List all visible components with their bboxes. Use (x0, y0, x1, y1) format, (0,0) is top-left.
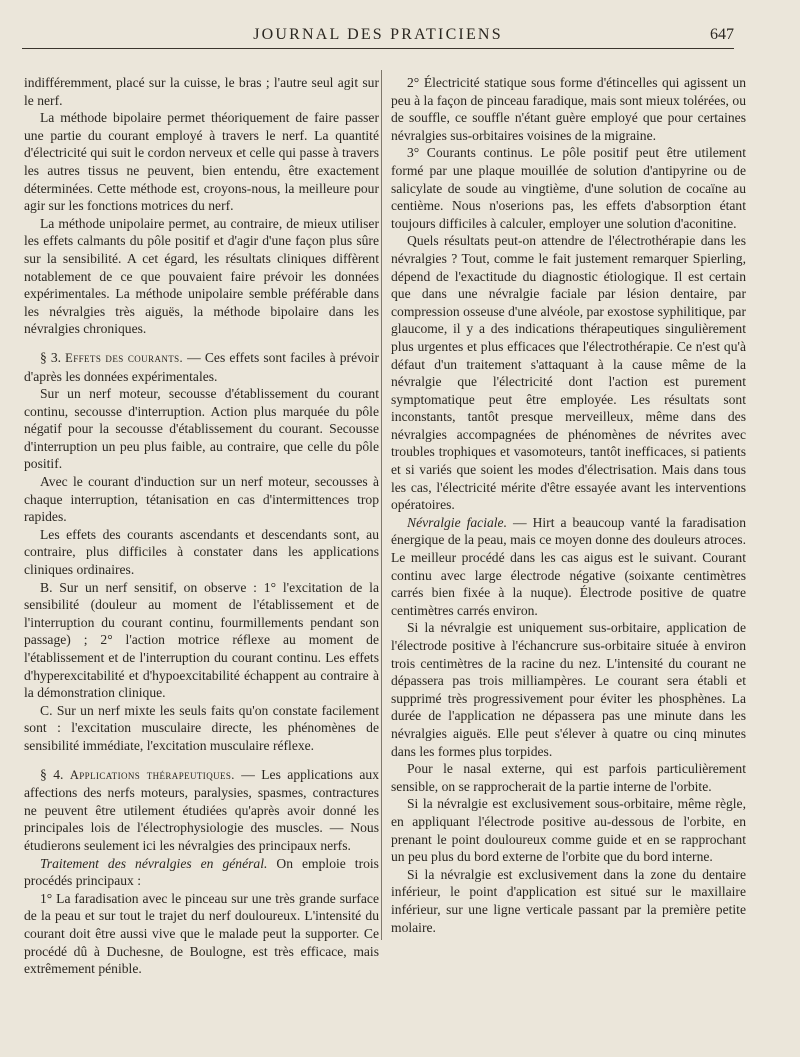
running-header (22, 22, 734, 49)
paragraph-text: On emploie trois procédés principaux : (24, 855, 379, 889)
paragraph: B. Sur un nerf sensitif, on observe : 1° l'excitation de la sensibilité (douleur au moment de l'établissement et de l'interruption du courant continu, fourmillements pendant son passage) ; 2° l'action motrice réflexe au moment de l'établissement et de l'interruption du courant continu. Les effets d'hyperexcitabilité et d'hypoexcitabilité échappent au contraire à la démonstration clinique. (24, 579, 379, 701)
section-number: § 3. (40, 349, 62, 365)
section-text: — Ces effets sont faciles à prévoir d'après les données expérimentales. (24, 349, 380, 384)
italic-heading: Névralgie faciale. (407, 514, 507, 530)
italic-heading: Traitement des névralgies en général. (40, 855, 268, 871)
paragraph: Si la névralgie est exclusivement dans la zone du dentaire inférieur, le point d'application est situé sur le maxillaire inférieur, sur une ligne verticale passant par la première petite molaire. (391, 866, 746, 935)
paragraph: Quels résultats peut-on attendre de l'électrothérapie dans les névralgies ? Tout, comme le fait justement remarquer Spierling, dépend de l'exactitude du diagnostic étiologique. Il est certain que dans une névralgie faciale par lésion dentaire, par compression osseuse d'une alvéole, par exostose syphilitique, par glaucome, il y a des indications thérapeutiques singulièrement plus urgentes et plus efficaces que l'électrothérapie. Ce n'est qu'à défaut d'un traitement s'attaquant à la cause même de la névralgie que l'électricité dont l'action est purement symptomatique peut être employée. Les résultats sont inconstants, tantôt presque merveilleux, même dans des névralgies accompagnées de phénomènes de névrites avec troubles trophiques et vasomoteurs, tantôt inefficaces, si patients et si variés que soient les modes d'électrisation. Mais dans tous les cas, l'électricité mérite d'être essayée avant les interventions opératoires. (391, 233, 746, 513)
paragraph: La méthode bipolaire permet théoriquement de faire passer une partie du courant employé à travers le nerf. La quantité d'électricité qui suit le cordon nerveux et celle qui passe à travers les autres tissus ne peuvent, bien entendu, être exactement déterminées. Cette méthode est, croyons-nous, la meilleure pour agir sur les fonctions motrices du nerf. (24, 110, 379, 214)
section-heading: Effets des courants. (65, 350, 184, 365)
right-column (391, 74, 746, 936)
paragraph: 1° La faradisation avec le pinceau sur une très grande surface de la peau et sur tout le trajet du nerf douloureux. L'intensité du courant doit être aussi vive que le malade peut la supporter. Ce procédé dû à Duchesne, de Boulogne, est très efficace, mais extrêmement pénible. (24, 890, 379, 977)
paragraph: 3° Courants continus. Le pôle positif peut être utilement formé par une plaque mouillée de solution d'antipyrine ou de salicylate de soude au vingtième, d'une solution de cocaïne au centième. Nous n'oserions pas, les effets d'absorption étant toujours difficiles à calculer, employer une solution d'aconitine. (391, 145, 746, 231)
paragraph: Pour le nasal externe, qui est parfois particulièrement sensible, on se rapprocherait de la partie interne de l'orbite. (391, 761, 746, 794)
paragraph: Si la névralgie est uniquement sus-orbitaire, application de l'électrode positive à l'échancrure sus-orbitaire située à environ trois centimètres de la racine du nez. L'intensité du courant ne dépassera pas trois milliampères. Le courant sera établi et supprimé très progressivement pour éviter les phosphènes. La durée de l'application ne dépassera pas une minute dans les névralgies aiguës. Elle peut s'élever à quatre ou cinq minutes dans les formes plus torpides. (391, 620, 746, 759)
section-4-paragraph (24, 766, 379, 855)
section-number: § 4. (40, 766, 64, 782)
left-column (24, 74, 379, 978)
column-divider (381, 70, 382, 940)
paragraph: Les effets des courants ascendants et descendants sont, au contraire, plus difficiles à constater dans les applications cliniques ordinaires. (24, 526, 379, 578)
paragraph: C. Sur un nerf mixte les seuls faits qu'on constate facilement sont : l'excitation musculaire directe, les phénomènes de sensibilité immédiate, l'excitation musculaire réflexe. (24, 702, 379, 753)
paragraph: indifféremment, placé sur la cuisse, le bras ; l'autre seul agit sur le nerf. (24, 75, 379, 108)
paragraph: Sur un nerf moteur, secousse d'établissement du courant continu, secousse d'interruption. Action plus marquée du pôle négatif pour la secousse d'établissement du courant. Secousse d'interruption un peu plus faible, au contraire, que celle du pôle positif. (24, 386, 379, 472)
paragraph (391, 514, 746, 620)
section-text: — Les applications aux affections des nerfs moteurs, paralysies, spasmes, contractures ne peuvent être utilement étudiées qu'après avoir donné les principales lois de l'électrophysiologie des muscles. — Nous étudierons seulement ici les névralgies des principaux nerfs. (24, 766, 380, 853)
paragraph: La méthode unipolaire permet, au contraire, de mieux utiliser les effets calmants du pôle positif et d'agir d'une façon plus sûre sur la sensibilité. A cet égard, les résultats cliniques diffèrent notablement de ce que pouvaient faire prévoir les données expérimentales. La méthode unipolaire semble préférable dans les névralgies très aiguës, la méthode bipolaire dans les névralgies chroniques. (24, 215, 379, 337)
journal-title: JOURNAL DES PRATICIENS (253, 26, 503, 43)
section-heading: Applications thérapeutiques. (69, 767, 235, 782)
paragraph-text: — Hirt a beaucoup vanté la faradisation énergique de la peau, mais ce moyen donne des douleurs atroces. Le meilleur procédé dans les cas aigus est le suivant. Courant continu avec large électrode négative (soixante centimètres carrés bien fixée à la nuque). Électrode positive de quatre centimètres carrés environ. (391, 514, 746, 618)
paragraph: Avec le courant d'induction sur un nerf moteur, secousses à chaque interruption, tétanisation en cas d'intermittences trop rapides. (24, 474, 379, 525)
paragraph (24, 855, 379, 890)
section-3-paragraph (24, 349, 379, 385)
page-number: 647 (710, 26, 734, 43)
paragraph: Si la névralgie est exclusivement sous-orbitaire, même règle, en appliquant l'électrode positive au-dessous de l'orbite, en prenant le point douloureux comme guide et en se rapprochant un peu plus du bord externe de l'orbite que du bord interne. (391, 796, 746, 865)
paragraph: 2° Électricité statique sous forme d'étincelles qui agissent un peu à la façon de pinceau faradique, mais sont mieux tolérées, ou de souffle, ce souffle n'étant guère employé que pour certaines névralgies sus-orbitaires voisines de la migraine. (391, 75, 746, 143)
